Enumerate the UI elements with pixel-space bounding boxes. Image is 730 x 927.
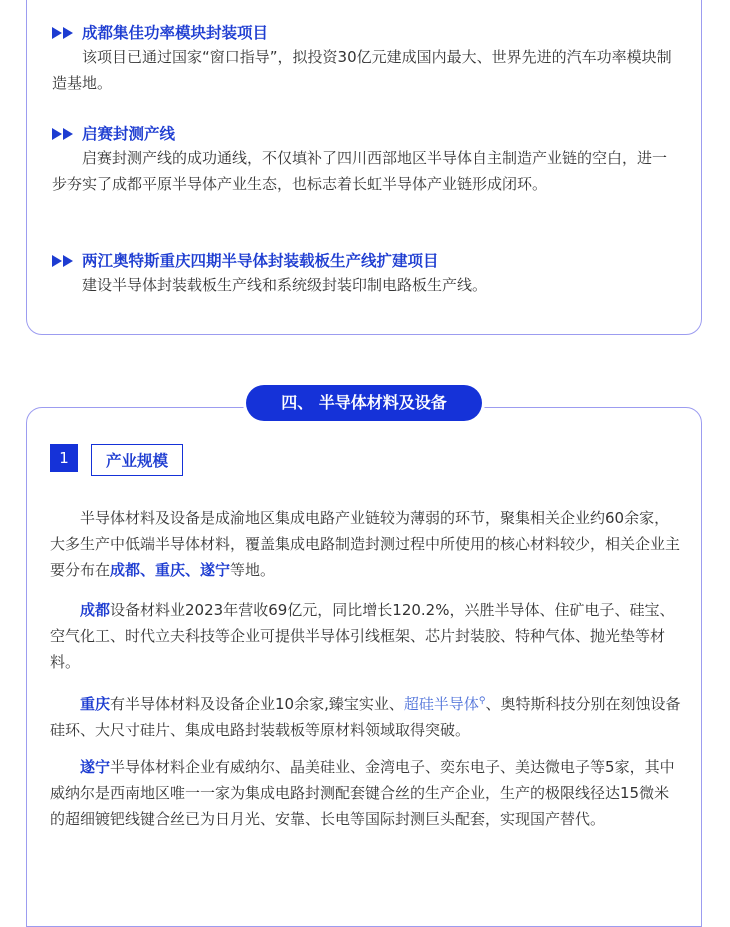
paragraph-text: 等地。	[230, 561, 276, 579]
project-body: 该项目已通过国家“窗口指导”，拟投资30亿元建成国内最大、世界先进的汽车功率模块制造基地。	[52, 48, 672, 92]
double-arrow-icon	[52, 128, 62, 140]
double-arrow-icon	[63, 27, 73, 39]
subsection-title: 产业规模	[91, 444, 183, 476]
double-arrow-icon	[52, 27, 62, 39]
paragraph-chongqing	[50, 688, 682, 743]
paragraph-text: 设备材料业2023年营收69亿元，同比增长120.2%，兴胜半导体、住矿电子、硅宝、空气化工、时代立夫科技等企业可提供半导体引线框架、芯片封装胶、特种气体、抛光垫等材料。	[50, 601, 675, 671]
paragraph-text: 有半导体材料及设备企业10余家,臻宝实业、	[110, 695, 404, 713]
project-item	[52, 122, 692, 197]
project-title: 成都集佳功率模块封装项目	[82, 24, 269, 42]
double-arrow-icon	[63, 128, 73, 140]
section-title: 四、 半导体材料及设备	[246, 385, 482, 421]
double-arrow-icon	[52, 255, 62, 267]
paragraph-suining	[50, 754, 682, 832]
paragraph-overview	[50, 505, 682, 583]
project-item	[52, 249, 692, 299]
city-label: 重庆	[80, 695, 111, 713]
project-title: 两江奥特斯重庆四期半导体封装载板生产线扩建项目	[82, 252, 439, 270]
paragraph-text: 半导体材料企业有威纳尔、晶美硅业、金湾电子、奕东电子、美达微电子等5家，其中威纳尔是西南地区唯一一家为集成电路封测配套键合丝的生产企业，生产的极限线径达15微米的超细镀钯线键合丝已为日月光、安靠、长电等国际封测巨头配套，实现国产替代。	[50, 758, 675, 828]
project-title-row	[52, 21, 692, 45]
project-title-row	[52, 122, 692, 146]
highlight-cities: 成都、重庆、遂宁	[110, 561, 231, 579]
city-label: 成都	[80, 601, 111, 619]
search-icon[interactable]: ⚲	[478, 696, 486, 706]
double-arrow-icon	[63, 255, 73, 267]
paragraph-text: 半导体材料及设备是成渝地区集成电路产业链较为薄弱的环节，聚集相关企业约60余家，大多生产中低端半导体材料，覆盖集成电路制造封测过程中所使用的核心材料较少，相关企业主要分布在	[50, 509, 681, 579]
project-body: 建设半导体封装载板生产线和系统级封装印制电路板生产线。	[82, 276, 488, 294]
paragraph-chengdu	[50, 597, 682, 675]
project-title: 启赛封测产线	[82, 125, 176, 143]
project-body: 启赛封测产线的成功通线，不仅填补了四川西部地区半导体自主制造产业链的空白，进一步夯实了成都平原半导体产业生态，也标志着长虹半导体产业链形成闭环。	[52, 149, 668, 193]
city-label: 遂宁	[80, 758, 111, 776]
project-item	[52, 21, 692, 96]
project-title-row	[52, 249, 692, 273]
company-link[interactable]: 超硅半导体	[403, 695, 479, 713]
subsection-number: 1	[50, 444, 78, 472]
paragraph-text: 、奥特斯科技分别在刻蚀设备硅环、大尺寸硅片、集成电路封装载板等原材料领域取得突破。	[50, 695, 681, 739]
